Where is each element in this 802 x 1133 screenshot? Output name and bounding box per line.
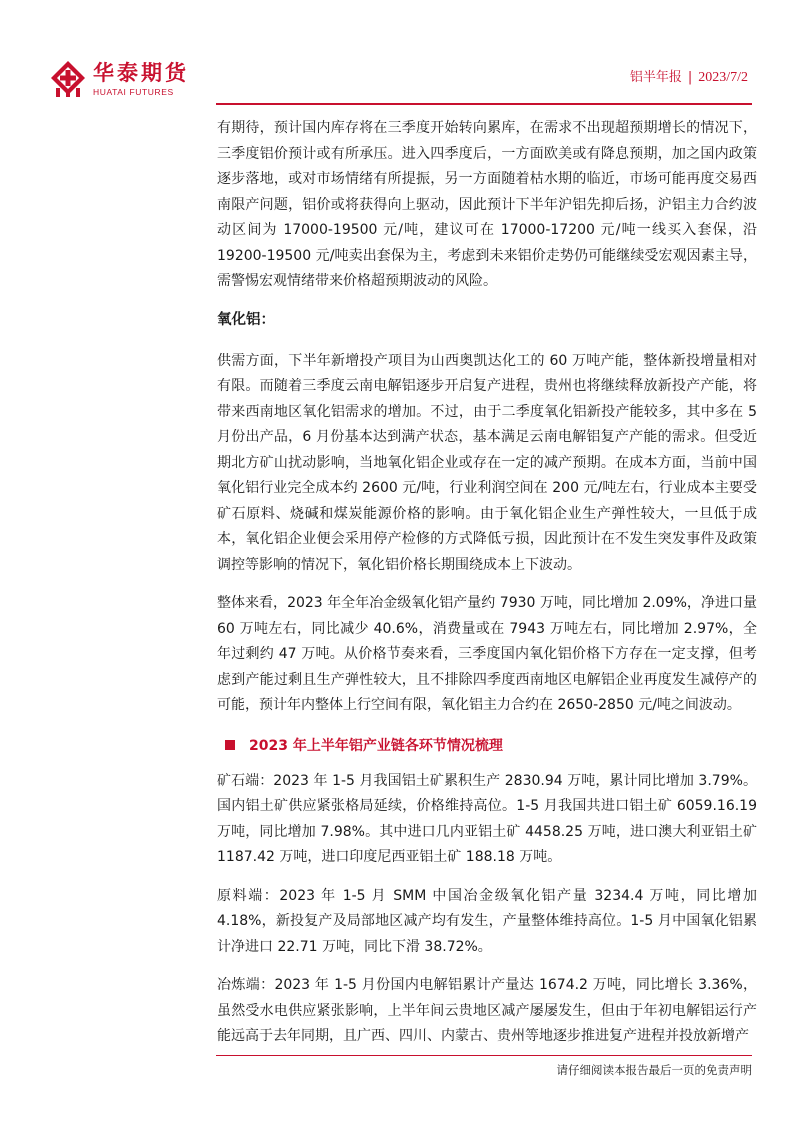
smelting-paragraph: 冶炼端：2023 年 1-5 月份国内电解铝累计产量达 1674.2 万吨，同比增长 3.36%，虽然受水电供应紧张影响，上半年间云贵地区减产屡屡发生，但由于年初电解铝运行产能远高于去年同期，且广西、四川、内蒙古、贵州等地逐步推进复产进程并投放新增产 [217,977,757,1044]
huatai-logo-icon [50,60,86,98]
section-title-text: 2023 年上半年铝产业链各环节情况梳理 [249,737,503,754]
ore-paragraph: 矿石端：2023 年 1-5 月我国铝土矿累积生产 2830.94 万吨，累计同比增加 3.79%。国内铝土矿供应紧张格局延续，价格维持高位。1-5 月我国共进口铝土矿 6059.16.19 万吨，同比增加 7.98%。其中进口几内亚铝土矿 4458.25 万吨，进口澳大利亚铝土矿 1187.42 万吨，进口印度尼西亚铝土矿 188.18 万吨。 [217,772,757,865]
alumina-heading: 氧化铝： [217,311,275,328]
company-name-cn: 华泰期货 [93,61,189,85]
main-content [217,116,757,1050]
report-date: 2023/7/2 [698,70,748,85]
header-separator: | [687,70,693,85]
section-bullet-icon [225,740,235,750]
company-name-en: HUATAI FUTURES [93,87,174,97]
footer-divider [216,1055,752,1056]
report-type: 铝半年报 [629,70,682,85]
intro-paragraph: 有期待，预计国内库存将在三季度开始转向累库，在需求不出现超预期增长的情况下，三季度铝价预计或有所承压。进入四季度后，一方面欧美或有降息预期，加之国内政策逐步落地，或对市场情绪有所提振，另一方面随着枯水期的临近，市场可能再度交易西南限产问题，铝价或将获得向上驱动，因此预计下半年沪铝先抑后扬，沪铝主力合约波动区间为 17000-19500 元/吨，建议可在 17000-17200 元/吨一线买入套保，沿 19200-19500 元/吨卖出套保为主，考虑到未来铝价走势仍可能继续受宏观因素主导，需警惕宏观情绪带来价格超预期波动的风险。 [217,120,757,289]
page-header [0,0,802,100]
report-tag [630,66,748,86]
raw-material-paragraph: 原料端：2023 年 1-5 月 SMM 中国冶金级氧化铝产量 3234.4 万吨，同比增加 4.18%，新投复产及局部地区减产均有发生，产量整体维持高位。1-5 月中国氧化铝累计净进口 22.71 万吨，同比下滑 38.72%。 [217,887,757,955]
alumina-paragraph-2: 整体来看，2023 年全年冶金级氧化铝产量约 7930 万吨，同比增加 2.09%，净进口量 60 万吨左右，同比减少 40.6%，消费量或在 7943 万吨左右，同比增加 2.97%，全年过剩约 47 万吨。从价格节奏来看，三季度国内氧化铝价格下方存在一定支撑，但考虑到产能过剩且生产弹性较大，且不排除四季度西南地区电解铝企业再度发生减停产的可能，预计年内整体上行空间有限，氧化铝主力合约在 2650-2850 元/吨之间波动。 [217,595,757,713]
alumina-paragraph-1: 供需方面，下半年新增投产项目为山西奥凯达化工的 60 万吨产能，整体新投增量相对有限。而随着三季度云南电解铝逐步开启复产进程，贵州也将继续释放新投产产能，将带来西南地区氧化铝需求的增加。不过，由于二季度氧化铝新投产能较多，其中多在 5 月份出产品，6 月份基本达到满产状态，基本满足云南电解铝复产产能的需求。但受近期北方矿山扰动影响，当地氧化铝企业或存在一定的减产预期。在成本方面，当前中国氧化铝行业完全成本约 2600 元/吨，行业利润空间在 200 元/吨左右，行业成本主要受矿石原料、烧碱和煤炭能源价格的影响。由于氧化铝企业生产弹性较大，一旦低于成本，氧化铝企业便会采用停产检修的方式降低亏损，因此预计在不发生突发事件及政策调控等影响的情况下，氧化铝价格长期围绕成本上下波动。 [217,352,757,573]
header-divider [216,103,752,105]
footer-disclaimer: 请仔细阅读本报告最后一页的免责声明 [556,1063,752,1077]
section-heading [217,735,757,755]
